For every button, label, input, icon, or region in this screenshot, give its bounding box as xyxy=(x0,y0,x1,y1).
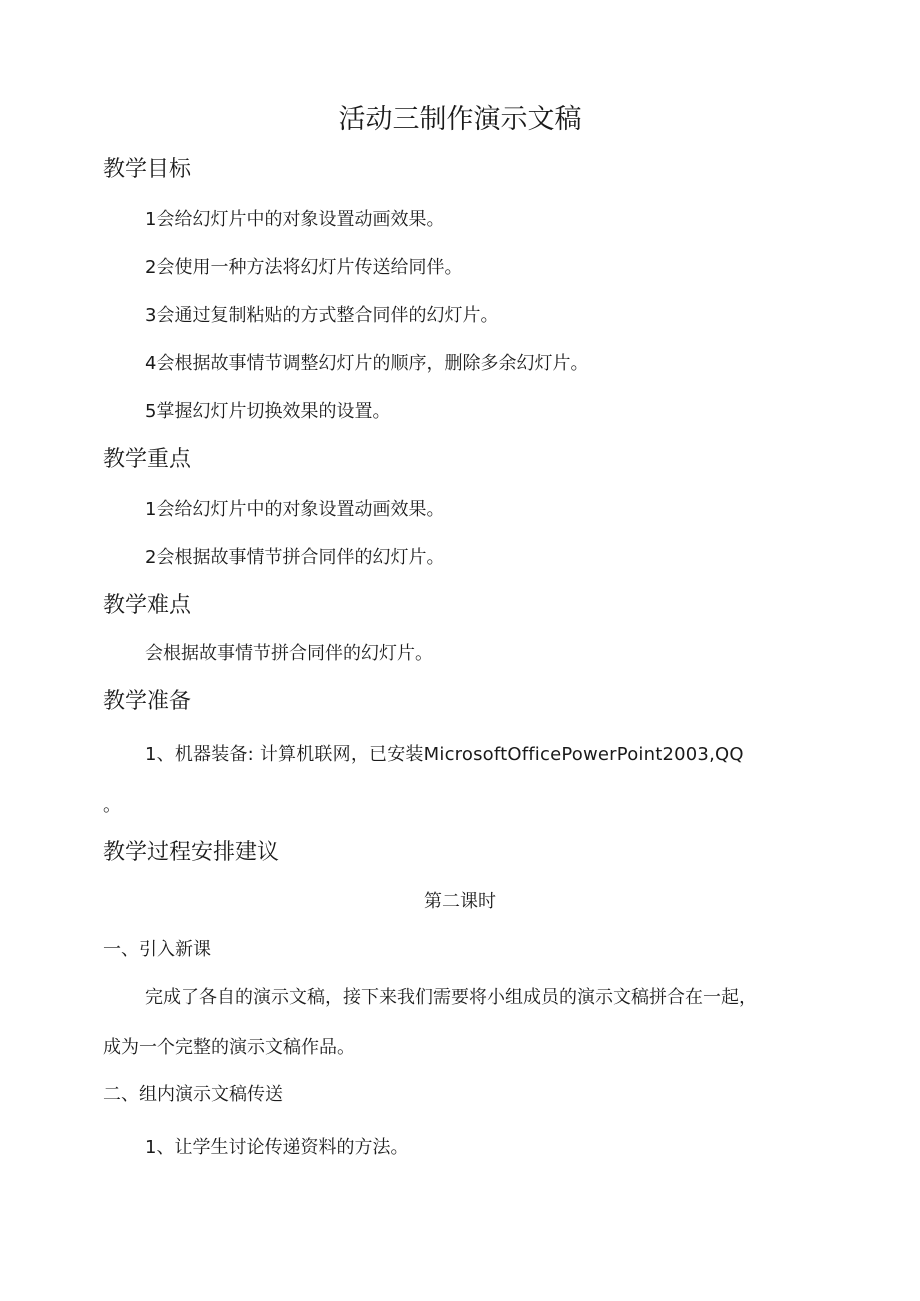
section-1-paragraph-line-2: 成为一个完整的演示文稿作品。 xyxy=(103,1037,355,1058)
preparation-line-2: 。 xyxy=(103,795,121,816)
objective-item-5: 5掌握幻灯片切换效果的设置。 xyxy=(145,401,391,422)
objective-item-1: 1会给幻灯片中的对象设置动画效果。 xyxy=(145,209,445,230)
difficulty-item-1: 会根据故事情节拼合同伴的幻灯片。 xyxy=(145,643,433,664)
objective-item-4: 4会根据故事情节调整幻灯片的顺序，删除多余幻灯片。 xyxy=(145,353,589,374)
section-2-heading: 二、组内演示文稿传送 xyxy=(103,1084,283,1105)
key-point-item-1: 1会给幻灯片中的对象设置动画效果。 xyxy=(145,499,445,520)
section-1-paragraph-line-1: 完成了各自的演示文稿，接下来我们需要将小组成员的演示文稿拼合在一起， xyxy=(145,987,757,1008)
objectives-heading: 教学目标 xyxy=(103,157,192,182)
preparation-heading: 教学准备 xyxy=(103,689,192,714)
process-heading: 教学过程安排建议 xyxy=(103,840,280,865)
difficulties-heading: 教学难点 xyxy=(103,593,192,618)
objective-item-2: 2会使用一种方法将幻灯片传送给同伴。 xyxy=(145,257,463,278)
section-1-heading: 一、引入新课 xyxy=(103,939,211,960)
document-title: 活动三制作演示文稿 xyxy=(338,104,582,135)
key-point-item-2: 2会根据故事情节拼合同伴的幻灯片。 xyxy=(145,547,445,568)
objective-item-3: 3会通过复制粘贴的方式整合同伴的幻灯片。 xyxy=(145,305,499,326)
key-points-heading: 教学重点 xyxy=(103,447,192,472)
preparation-line-1: 1、机器装备: 计算机联网，已安装MicrosoftOfficePowerPoint2003,QQ xyxy=(145,744,744,765)
lesson-label: 第二课时 xyxy=(424,891,496,912)
section-2-item-1: 1、让学生讨论传递资料的方法。 xyxy=(145,1137,409,1158)
